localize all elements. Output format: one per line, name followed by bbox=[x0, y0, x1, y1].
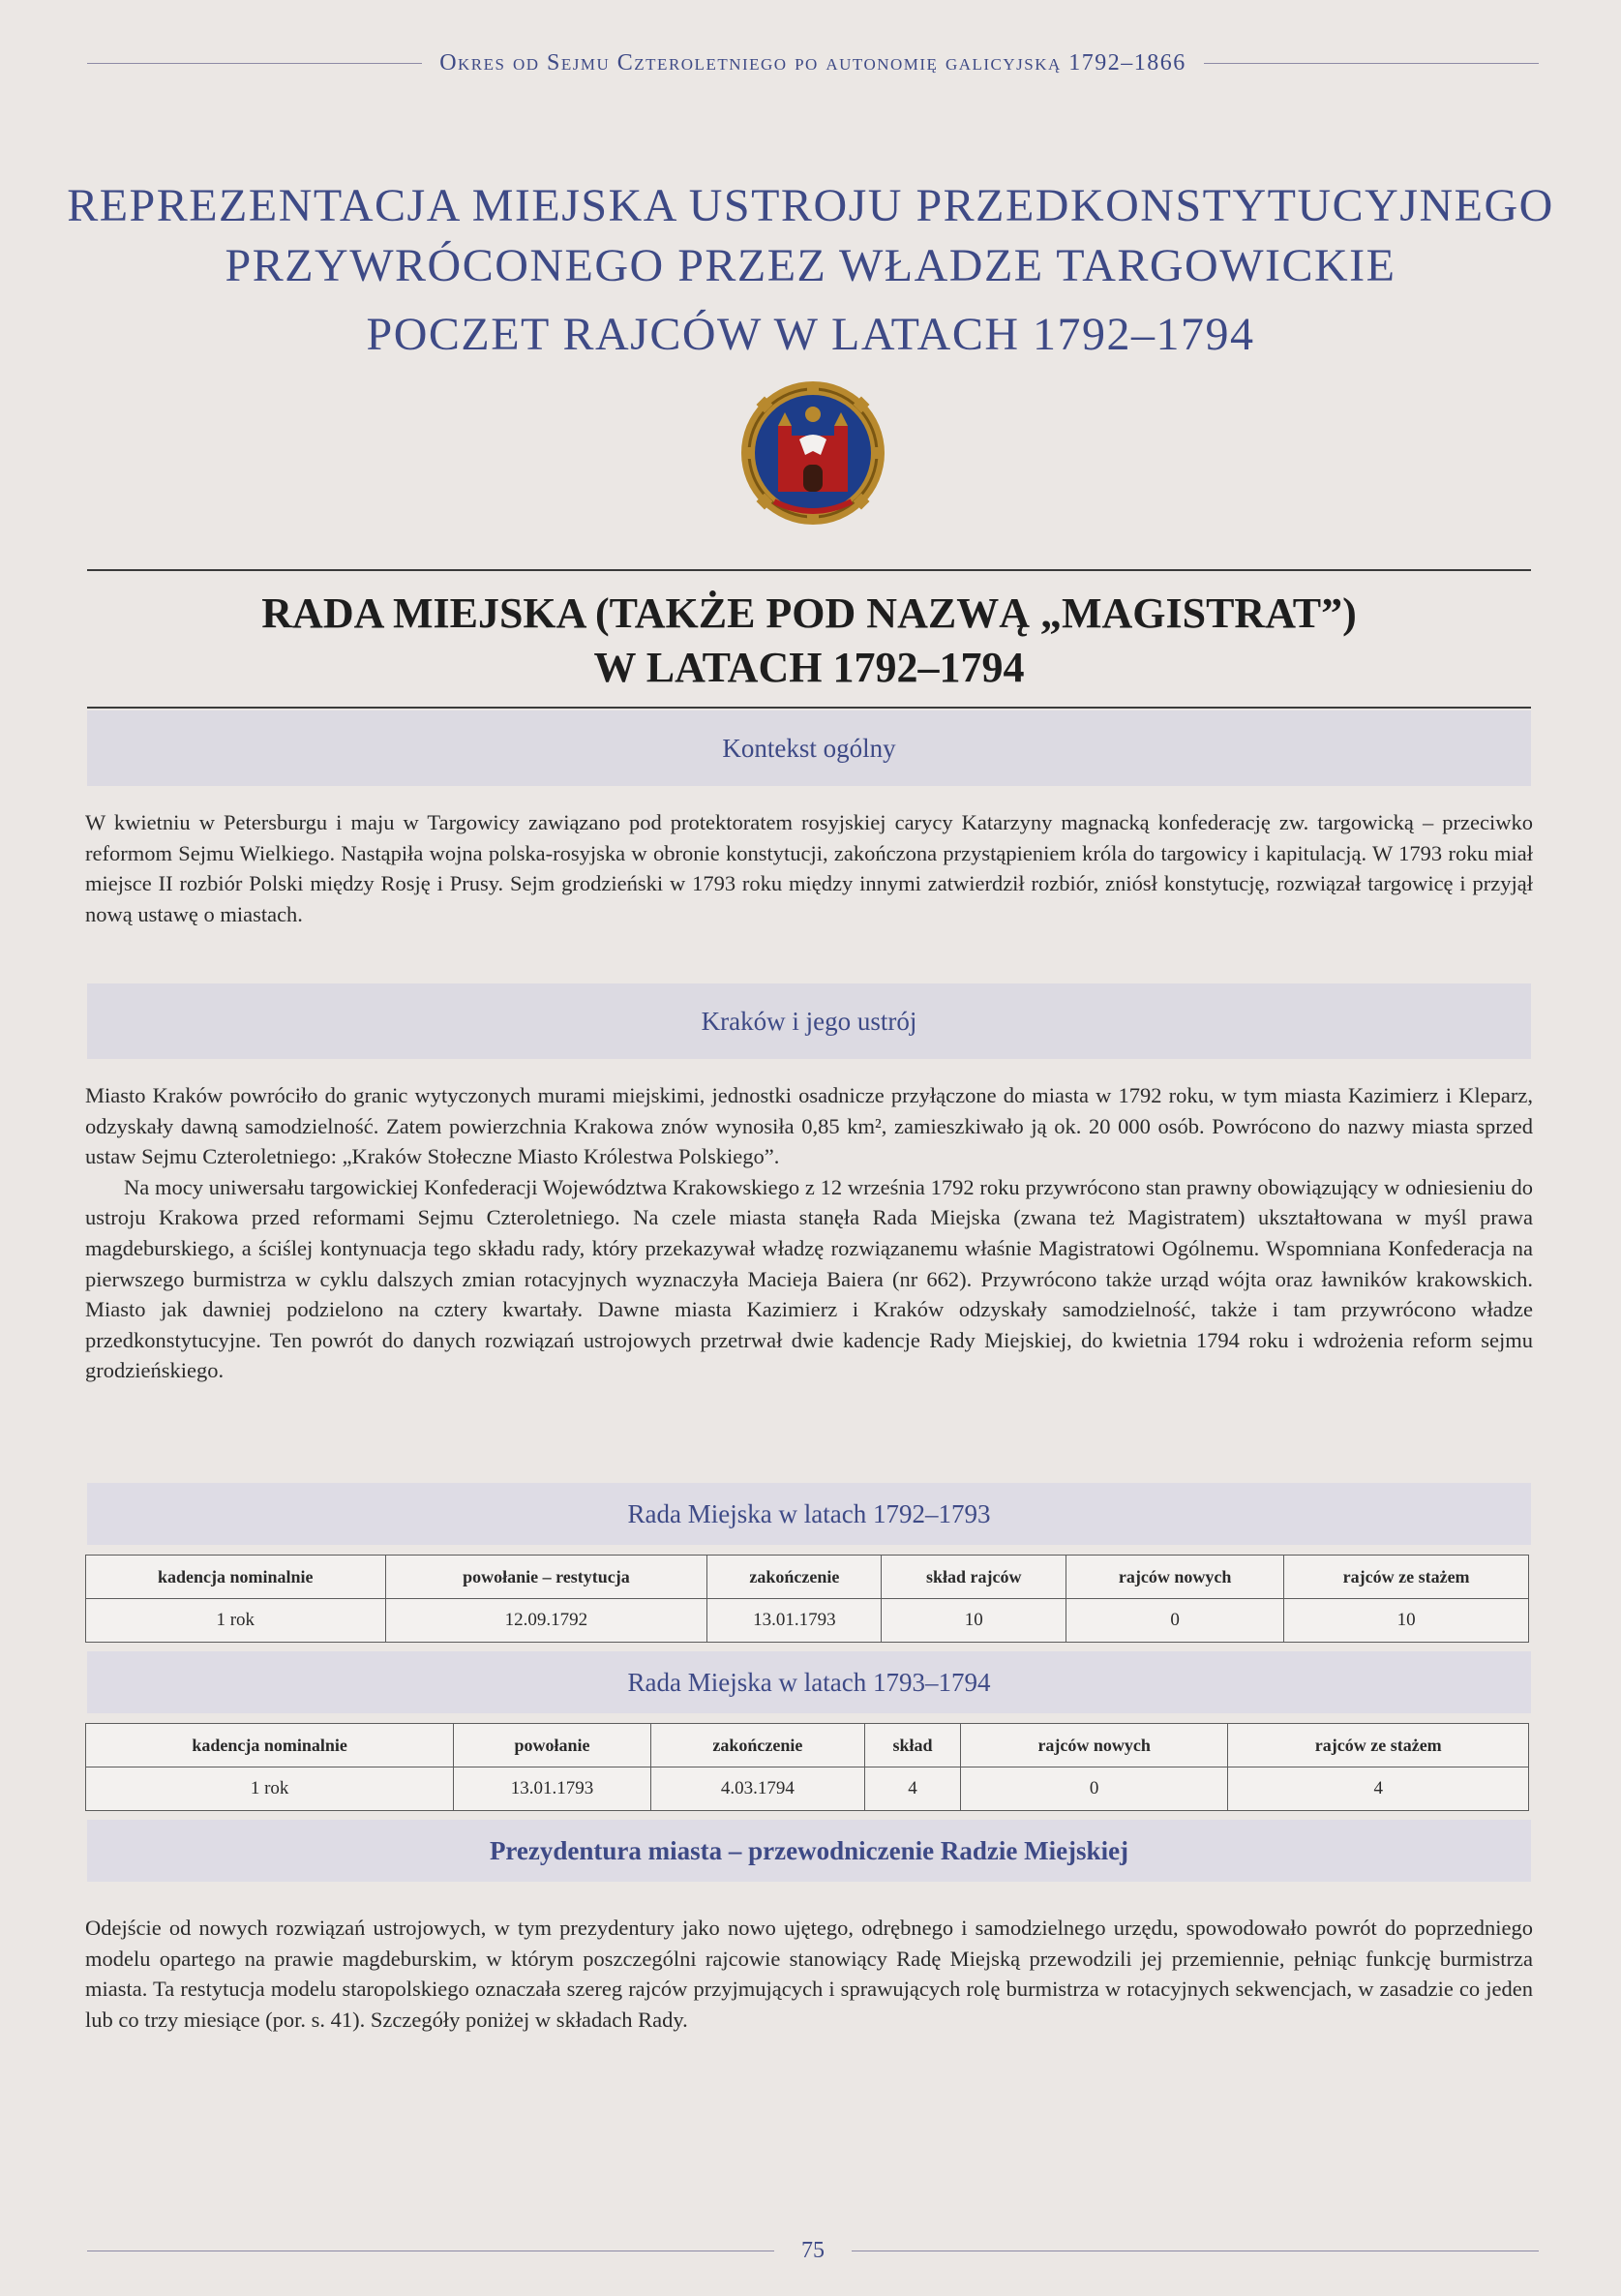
krakow-text-2: Na mocy uniwersału targowickiej Konfederacji Województwa Krakowskiego z 12 września 1792 roku przywrócono stan prawny obowiązujący w odniesieniu do ustroju Krakowa przed reformami Sejmu Czteroletniego. Na czele miasta stanęła Rada Miejska (zwana też Magistratem) ukształtowana w myśl prawa magdeburskiego, a ściślej kontynuacja tego składu rady, który przekazywał władzę rozwiązanemu właśnie Magistratowi Ogólnemu. Wspomniana Konfederacja na pierwszego burmistrza w cyklu dalszych zmian rotacyjnych wyznaczyła Macieja Baiera (nr 662). Przywrócono także urząd wójta oraz ławników krakowskich. Miasto jak dawniej podzielono na cztery kwartały. Dawne miasta Kazimierz i Kraków odzyskały samodzielność, także i tam przywrócono władze przedkonstytucyjne. Ten powrót do danych rozwiązań ustrojowych przetrwał dwie kadencje Rady Miejskiej, do kwietnia 1794 roku i wdrożenia reform sejmu grodzieńskiego. bbox=[85, 1174, 1533, 1383]
table1-heading: Rada Miejska w latach 1792–1793 bbox=[627, 1498, 991, 1528]
table-row bbox=[86, 1599, 1529, 1643]
rada-title bbox=[87, 587, 1531, 695]
table-cell: 0 bbox=[960, 1767, 1228, 1811]
table-header-cell: rajców ze stażem bbox=[1228, 1724, 1529, 1767]
page-number: 75 bbox=[801, 2238, 825, 2263]
prezydentura-text: Odejście od nowych rozwiązań ustrojowych, w tym prezydentury jako nowo ujętego, odrębnego i samodzielnego urzędu, spowodowało powrót do poprzedniego modelu opartego na prawie magdeburskim, w którym poszczególni rajcowie stanowiący Radę Miejską przewodzili jej przemiennie, pełniąc funkcję burmistrza miasta. Ta restytucja modelu staropolskiego oznaczała szereg rajców przyjmujących i sprawujących rolę burmistrza w rotacyjnych sekwencjach, w zasadzie co jeden lub co trzy miesiące (por. s. 41). Szczegóły poniżej w składach Rady. bbox=[85, 1916, 1533, 2032]
running-title: Okres od Sejmu Czteroletniego po autonomię galicyjską 1792–1866 bbox=[439, 50, 1186, 76]
page-footer bbox=[87, 2238, 1539, 2264]
section-band-kontekst bbox=[87, 710, 1531, 786]
section-band-krakow bbox=[87, 983, 1531, 1059]
table-header-cell: zakończenie bbox=[650, 1724, 864, 1767]
table-header-cell: rajców nowych bbox=[960, 1724, 1228, 1767]
table-cell: 13.01.1793 bbox=[454, 1767, 651, 1811]
rada-rule-bottom bbox=[87, 707, 1531, 709]
table-cell: 4 bbox=[1228, 1767, 1529, 1811]
table-header-cell: skład rajców bbox=[882, 1556, 1066, 1599]
rada-title-line1: RADA MIEJSKA (TAKŻE POD NAZWĄ „MAGISTRAT”) bbox=[261, 589, 1357, 637]
table-cell: 10 bbox=[882, 1599, 1066, 1643]
sub-title: POCZET RAJCÓW W LATACH 1792–1794 bbox=[366, 309, 1255, 360]
table-header-row bbox=[86, 1556, 1529, 1599]
table-cell: 0 bbox=[1066, 1599, 1284, 1643]
kontekst-text: W kwietniu w Petersburgu i maju w Targowicy zawiązano pod protektoratem rosyjskiej carycy Katarzyny magnacką konfederację zw. targowicką – przeciwko reformom Sejmu Wielkiego. Nastąpiła wojna polska-rosyjska w obronie konstytucji, zakończona przystąpieniem króla do targowicy i kapitulacją. W 1793 roku miał miejsce II rozbiór Polski między Rosję i Prusy. Sejm grodzieński w 1793 roku między innymi zatwierdził rozbiór, zniósł konstytucję, rozwiązał targowicę i przyjął nową ustawę o miastach. bbox=[85, 810, 1533, 926]
section-band-prezydentura bbox=[87, 1820, 1531, 1882]
rada-rule-top bbox=[87, 569, 1531, 571]
section-heading-kontekst: Kontekst ogólny bbox=[722, 733, 896, 763]
council-table-1792 bbox=[85, 1555, 1529, 1643]
main-title-line2: PRZYWRÓCONEGO PRZEZ WŁADZE TARGOWICKIE bbox=[225, 240, 1396, 291]
table-header-cell: rajców ze stażem bbox=[1284, 1556, 1529, 1599]
table-header-cell: powołanie bbox=[454, 1724, 651, 1767]
table-row bbox=[86, 1767, 1529, 1811]
table-header-row bbox=[86, 1724, 1529, 1767]
section-band-table2 bbox=[87, 1651, 1531, 1713]
section-heading-prezydentura: Prezydentura miasta – przewodniczenie Radzie Miejskiej bbox=[489, 1835, 1129, 1865]
header-rule-left bbox=[87, 63, 422, 64]
paragraph-krakow bbox=[85, 1080, 1533, 1386]
table2-heading: Rada Miejska w latach 1793–1794 bbox=[627, 1667, 991, 1697]
section-heading-krakow: Kraków i jego ustrój bbox=[701, 1006, 917, 1036]
table-header-cell: kadencja nominalnie bbox=[86, 1556, 386, 1599]
main-title bbox=[58, 176, 1563, 296]
paragraph-kontekst bbox=[85, 807, 1533, 929]
krakow-text-1: Miasto Kraków powróciło do granic wytyczonych murami miejskimi, jednostki osadnicze przyłączone do miasta w 1792 roku, w tym miasta Kazimierz i Kleparz, odzyskały dawną samodzielność. Zatem powierzchnia Krakowa znów wynosiła 0,85 km², zamieszkiwało ją ok. 20 000 osób. Powrócono do nazwy miasta sprzed ustaw Sejmu Czteroletniego: „Kraków Stołeczne Miasto Królestwa Polskiego”. bbox=[85, 1083, 1533, 1169]
table-cell: 1 rok bbox=[86, 1767, 454, 1811]
table-cell: 12.09.1792 bbox=[385, 1599, 707, 1643]
council-table-1793 bbox=[85, 1723, 1529, 1811]
table-header-cell: powołanie – restytucja bbox=[385, 1556, 707, 1599]
table-cell: 1 rok bbox=[86, 1599, 386, 1643]
table-header-cell: zakończenie bbox=[707, 1556, 882, 1599]
table-cell: 10 bbox=[1284, 1599, 1529, 1643]
table-cell: 13.01.1793 bbox=[707, 1599, 882, 1643]
table-header-cell: rajców nowych bbox=[1066, 1556, 1284, 1599]
table-cell: 4.03.1794 bbox=[650, 1767, 864, 1811]
running-header bbox=[87, 50, 1539, 76]
table-header-cell: kadencja nominalnie bbox=[86, 1724, 454, 1767]
table-header-cell: skład bbox=[865, 1724, 961, 1767]
rada-title-line2: W LATACH 1792–1794 bbox=[593, 644, 1025, 691]
header-rule-right bbox=[1204, 63, 1539, 64]
city-seal-icon bbox=[735, 376, 890, 530]
table-cell: 4 bbox=[865, 1767, 961, 1811]
paragraph-prezydentura bbox=[85, 1913, 1533, 2035]
section-band-table1 bbox=[87, 1483, 1531, 1545]
main-title-line1: REPREZENTACJA MIEJSKA USTROJU PRZEDKONSTYTUCYJNEGO bbox=[67, 180, 1554, 231]
